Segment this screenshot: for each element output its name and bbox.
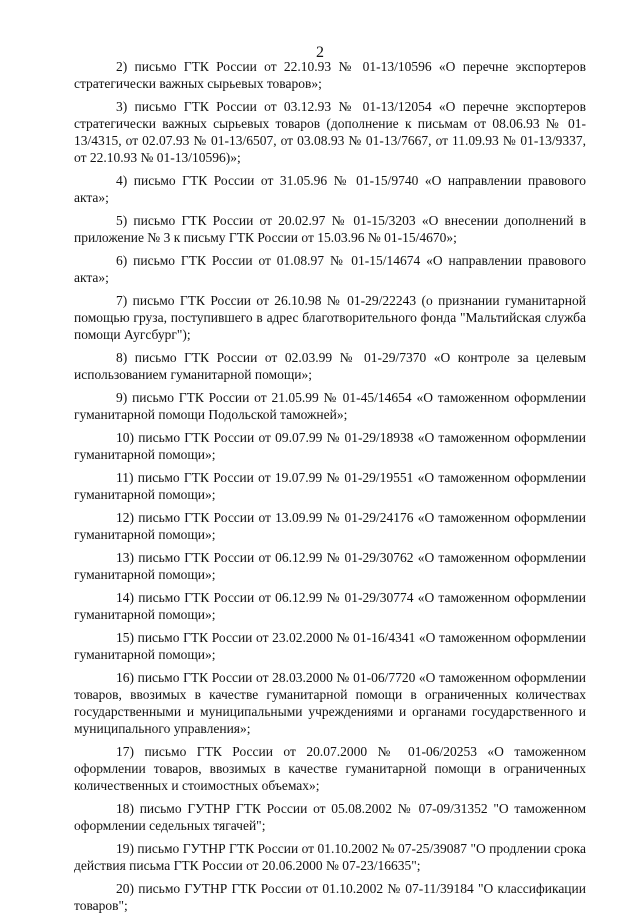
list-item: 3) письмо ГТК России от 03.12.93 № 01-13/12054 «О перечне экспортеров стратегически важных сырьевых товаров (дополнение к письмам от 08.06.93 № 01-13/4315, от 02.07.93 № 01-13/6507, от 03.08.93 № 01-13/7667, от 11.09.93 № 01-13/9337, от 22.10.93 № 01-13/10596)»; xyxy=(74,99,586,165)
document-body xyxy=(74,58,586,920)
list-item: 11) письмо ГТК России от 19.07.99 № 01-29/19551 «О таможенном оформлении гуманитарной помощи»; xyxy=(74,470,586,502)
page-number: 2 xyxy=(316,44,324,61)
list-item: 7) письмо ГТК России от 26.10.98 № 01-29/22243 (о признании гуманитарной помощью груза, поступившего в адрес благотворительного фонда "Мальтийская служба помощи Аугсбург"); xyxy=(74,293,586,342)
list-item: 12) письмо ГТК России от 13.09.99 № 01-29/24176 «О таможенном оформлении гуманитарной помощи»; xyxy=(74,510,586,542)
list-item: 4) письмо ГТК России от 31.05.96 № 01-15/9740 «О направлении правового акта»; xyxy=(74,173,586,205)
list-item: 16) письмо ГТК России от 28.03.2000 № 01-06/7720 «О таможенном оформлении товаров, ввозимых в качестве гуманитарной помощи в ограниченных количествах государственными и муниципальными учреждениями и органами государственного и муниципального управления»; xyxy=(74,670,586,736)
list-item: 14) письмо ГТК России от 06.12.99 № 01-29/30774 «О таможенном оформлении гуманитарной помощи»; xyxy=(74,590,586,622)
list-item: 15) письмо ГТК России от 23.02.2000 № 01-16/4341 «О таможенном оформлении гуманитарной помощи»; xyxy=(74,630,586,662)
list-item: 5) письмо ГТК России от 20.02.97 № 01-15/3203 «О внесении дополнений в приложение № 3 к письму ГТК России от 15.03.96 № 01-15/4670»; xyxy=(74,213,586,245)
list-item: 9) письмо ГТК России от 21.05.99 № 01-45/14654 «О таможенном оформлении гуманитарной помощи Подольской таможней»; xyxy=(74,390,586,422)
list-item: 6) письмо ГТК России от 01.08.97 № 01-15/14674 «О направлении правового акта»; xyxy=(74,253,586,285)
list-item: 8) письмо ГТК России от 02.03.99 № 01-29/7370 «О контроле за целевым использованием гуманитарной помощи»; xyxy=(74,350,586,382)
list-item: 18) письмо ГУТНР ГТК России от 05.08.2002 № 07-09/31352 "О таможенном оформлении седельных тягачей"; xyxy=(74,801,586,833)
list-item: 2) письмо ГТК России от 22.10.93 № 01-13/10596 «О перечне экспортеров стратегически важных сырьевых товаров»; xyxy=(74,59,586,91)
list-item: 17) письмо ГТК России от 20.07.2000 № 01-06/20253 «О таможенном оформлении товаров, ввозимых в качестве гуманитарной помощи в ограниченных количественных и стоимостных объемах»; xyxy=(74,744,586,793)
list-item: 10) письмо ГТК России от 09.07.99 № 01-29/18938 «О таможенном оформлении гуманитарной помощи»; xyxy=(74,430,586,462)
list-item: 20) письмо ГУТНР ГТК России от 01.10.2002 № 07-11/39184 "О классификации товаров"; xyxy=(74,881,586,913)
list-item: 13) письмо ГТК России от 06.12.99 № 01-29/30762 «О таможенном оформлении гуманитарной помощи»; xyxy=(74,550,586,582)
list-item: 19) письмо ГУТНР ГТК России от 01.10.2002 № 07-25/39087 "О продлении срока действия письма ГТК России от 20.06.2000 № 07-23/16635"; xyxy=(74,841,586,873)
